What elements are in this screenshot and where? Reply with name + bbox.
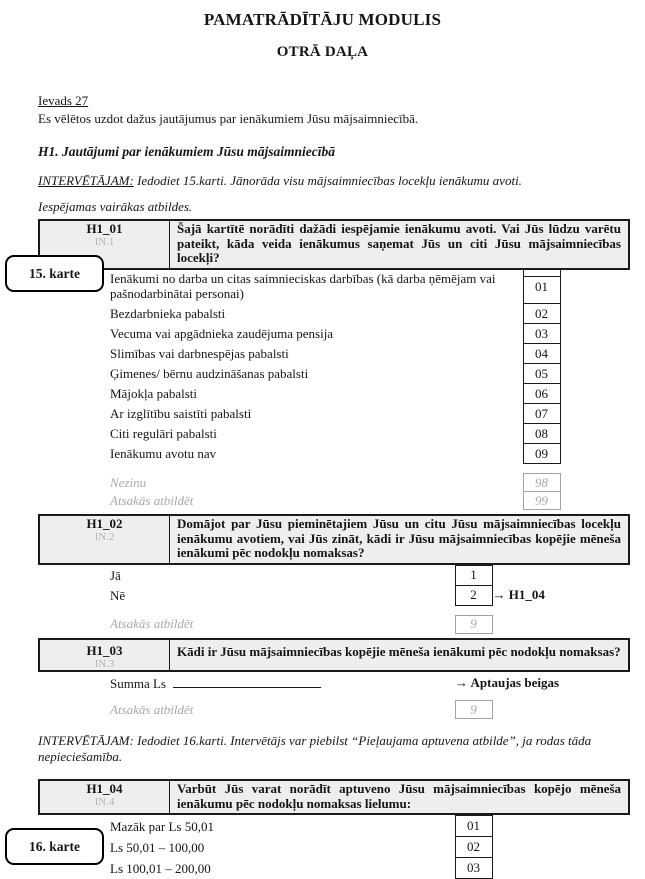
special-option-label: Atsakās atbildēt bbox=[110, 492, 194, 508]
option-row bbox=[38, 364, 630, 384]
code-box-cell bbox=[523, 270, 560, 304]
interviewer-note-2-label: INTERVĒTĀJAM: bbox=[38, 733, 134, 748]
code-box: 03 bbox=[455, 858, 492, 879]
option-row bbox=[38, 858, 630, 879]
question-text: Varbūt Jūs varat norādīt aptuveno Jūsu mājsaimniecības kopējo mēneša ienākumu pēc nodokļu nomaksas lielumu: bbox=[177, 781, 621, 811]
special-option-row bbox=[38, 474, 630, 492]
after-cell bbox=[560, 324, 630, 344]
spacer-row bbox=[38, 464, 630, 474]
card-16-label: 16. karte bbox=[29, 838, 80, 854]
interviewer-note-1 bbox=[38, 173, 607, 189]
question-header-h1-01 bbox=[38, 219, 630, 270]
interviewer-note-1-text: Iedodiet 15.karti. Jānorāda visu mājsaimniecības locekļu ienākumu avoti. bbox=[133, 173, 522, 188]
code-box: 04 bbox=[523, 344, 560, 364]
option-row bbox=[38, 444, 630, 464]
question-block-h1-02 bbox=[38, 514, 630, 634]
card-15-label: 15. karte bbox=[29, 265, 80, 281]
question-text: Šajā kartītē norādīti dažādi iespējamie ienākumu avoti. Vai Jūs lūdzu varētu pateikt, kāda veida ienākumus saņemat Jūs un citi Jūsu mājsaimniecības locekļi? bbox=[177, 221, 621, 265]
option-row bbox=[38, 404, 630, 424]
amount-blank-line bbox=[173, 675, 321, 688]
code-box: 03 bbox=[523, 324, 560, 344]
option-row bbox=[38, 816, 630, 837]
skip-instruction: → H1_04 bbox=[492, 587, 545, 602]
code-box: 02 bbox=[523, 304, 560, 324]
option-row bbox=[38, 324, 630, 344]
option-row bbox=[38, 270, 630, 304]
indent-cell bbox=[38, 701, 110, 719]
indent-cell bbox=[38, 344, 110, 364]
spacer-row bbox=[38, 694, 630, 701]
indent-cell bbox=[38, 474, 110, 492]
after-cell bbox=[560, 424, 630, 444]
question-header-h1-02 bbox=[38, 514, 630, 565]
code-box: 06 bbox=[523, 384, 560, 404]
question-block-h1-04 bbox=[29, 779, 630, 879]
special-code-box: 99 bbox=[523, 492, 560, 510]
after-cell bbox=[492, 816, 630, 837]
after-cell bbox=[560, 304, 630, 324]
after-cell bbox=[560, 344, 630, 364]
special-code-box: 9 bbox=[455, 701, 492, 719]
code-box: 09 bbox=[523, 444, 560, 464]
code-box: 01 bbox=[524, 276, 560, 297]
special-code-box: 98 bbox=[523, 474, 560, 492]
interviewer-note-1-label: INTERVĒTĀJAM: bbox=[38, 173, 134, 188]
option-label: Nē bbox=[110, 587, 126, 603]
after-cell bbox=[492, 858, 630, 879]
option-label: Mazāk par Ls 50,01 bbox=[110, 818, 214, 834]
option-row bbox=[38, 424, 630, 444]
option-label: Ar izglītību saistīti pabalsti bbox=[110, 406, 252, 421]
question-id-cell bbox=[40, 781, 170, 813]
answer-table-h1-04 bbox=[38, 815, 630, 879]
indent-cell bbox=[38, 565, 110, 585]
multi-answer-note: Iespējamas vairākas atbildes. bbox=[38, 199, 193, 214]
page-title: PAMATRĀDĪTĀJU MODULIS bbox=[203, 10, 442, 29]
option-row bbox=[38, 384, 630, 404]
special-option-label: Atsakās atbildēt bbox=[110, 701, 194, 717]
indent-cell bbox=[38, 424, 110, 444]
question-id-cell bbox=[40, 516, 170, 563]
indent-cell bbox=[38, 304, 110, 324]
after-cell bbox=[492, 615, 630, 633]
amount-row bbox=[38, 672, 630, 694]
question-id-cell bbox=[40, 640, 170, 670]
question-header-h1-03 bbox=[38, 638, 630, 672]
code-box: 07 bbox=[523, 404, 560, 424]
page-subtitle: OTRĀ DAĻA bbox=[276, 44, 369, 60]
skip-instruction: → Aptaujas beigas bbox=[455, 674, 560, 690]
question-subid: IN.4 bbox=[94, 796, 115, 808]
answer-table-h1-02 bbox=[38, 565, 630, 634]
question-text: Domājot par Jūsu pieminētajiem Jūsu un citu Jūsu mājsaimniecības locekļu ienākumu avotiem, vai Jūs zināt, kādi ir Jūsu mājsaimniecības kopējie mēneša ienākumi pēc nodokļu nomaksas? bbox=[177, 516, 621, 560]
interviewer-note-2-text: Iedodiet 16.karti. Intervētājs var piebilst “Pieļaujama aptuvena atbilde”, ja rodas tāda nepieciešamība. bbox=[38, 733, 592, 764]
special-option-row bbox=[38, 492, 630, 510]
code-box: 1 bbox=[455, 565, 492, 585]
after-cell bbox=[560, 404, 630, 424]
option-row bbox=[38, 837, 630, 858]
after-cell bbox=[560, 384, 630, 404]
after-cell bbox=[560, 474, 630, 492]
indent-cell bbox=[38, 364, 110, 384]
interviewer-note-2 bbox=[38, 733, 607, 765]
spacer-cell bbox=[38, 605, 630, 615]
after-cell bbox=[560, 364, 630, 384]
option-row bbox=[38, 565, 630, 585]
option-label: Slimības vai darbnespējas pabalsti bbox=[110, 346, 289, 361]
special-option-row bbox=[38, 615, 630, 633]
question-id: H1_01 bbox=[86, 221, 123, 236]
code-box: 05 bbox=[523, 364, 560, 384]
intro-label: Ievads 27 bbox=[38, 93, 89, 108]
after-cell bbox=[492, 837, 630, 858]
question-block-h1-03 bbox=[38, 638, 630, 720]
indent-cell bbox=[38, 585, 110, 605]
question-id: H1_02 bbox=[86, 516, 123, 531]
question-text: Kādi ir Jūsu mājsaimniecības kopējie mēneša ienākumi pēc nodokļu nomaksas? bbox=[177, 643, 621, 659]
after-cell bbox=[492, 565, 630, 585]
option-label: Vecuma vai apgādnieka zaudējuma pensija bbox=[110, 326, 334, 341]
special-option-label: Atsakās atbildēt bbox=[110, 616, 194, 631]
option-label: Ģimenes/ bērnu audzināšanas pabalsti bbox=[110, 366, 309, 381]
spacer-row bbox=[38, 605, 630, 615]
option-label: Ienākumi no darba un citas saimnieciskas darbības (kā darba ņēmējam vai pašnodarbinātai personai) bbox=[110, 270, 496, 301]
option-label: Ienākumu avotu nav bbox=[110, 446, 217, 461]
question-subid: IN.3 bbox=[94, 657, 115, 670]
indent-cell bbox=[38, 404, 110, 424]
indent-cell bbox=[38, 492, 110, 510]
option-row bbox=[38, 304, 630, 324]
amount-label-cell bbox=[110, 672, 455, 694]
code-box: 01 bbox=[455, 816, 492, 837]
code-box: 02 bbox=[455, 837, 492, 858]
after-cell bbox=[492, 701, 630, 719]
indent-cell bbox=[38, 384, 110, 404]
option-row bbox=[38, 585, 630, 605]
card-15-box bbox=[5, 255, 104, 292]
after-cell bbox=[560, 444, 630, 464]
spacer-cell bbox=[38, 464, 630, 474]
option-label: Jā bbox=[110, 567, 121, 583]
after-cell bbox=[560, 270, 630, 304]
indent-cell bbox=[38, 615, 110, 633]
option-row bbox=[38, 344, 630, 364]
special-option-row bbox=[38, 701, 630, 719]
option-label: Citi regulāri pabalsti bbox=[110, 426, 217, 441]
code-box: 08 bbox=[523, 424, 560, 444]
indent-cell bbox=[38, 324, 110, 344]
section-heading: H1. Jautājumi par ienākumiem Jūsu mājsaimniecībā bbox=[38, 144, 336, 159]
option-label: Ls 100,01 – 200,00 bbox=[110, 860, 211, 876]
question-subid: IN.2 bbox=[94, 531, 115, 543]
amount-label: Summa Ls bbox=[110, 675, 166, 691]
option-label: Mājokļa pabalsti bbox=[110, 386, 198, 401]
indent-cell bbox=[38, 672, 110, 694]
question-id: H1_04 bbox=[86, 781, 123, 796]
special-code-box: 9 bbox=[455, 615, 492, 633]
question-header-h1-04 bbox=[38, 779, 630, 815]
intro-text: Es vēlētos uzdot dažus jautājumus par ienākumiem Jūsu mājsaimniecībā. bbox=[38, 111, 419, 126]
after-cell bbox=[560, 492, 630, 510]
option-label: Ls 50,01 – 100,00 bbox=[110, 839, 205, 855]
question-subid: IN.1 bbox=[94, 236, 115, 248]
answer-table-h1-01 bbox=[38, 270, 630, 511]
card-16-box bbox=[5, 828, 104, 865]
special-option-label: Nezinu bbox=[110, 474, 147, 490]
spacer-cell bbox=[38, 694, 630, 701]
code-box: 2 bbox=[455, 585, 492, 605]
question-block-h1-01 bbox=[29, 219, 630, 510]
indent-cell bbox=[38, 444, 110, 464]
option-label: Bezdarbnieka pabalsti bbox=[110, 306, 226, 321]
answer-table-h1-03 bbox=[38, 672, 630, 720]
question-id: H1_03 bbox=[86, 642, 123, 658]
